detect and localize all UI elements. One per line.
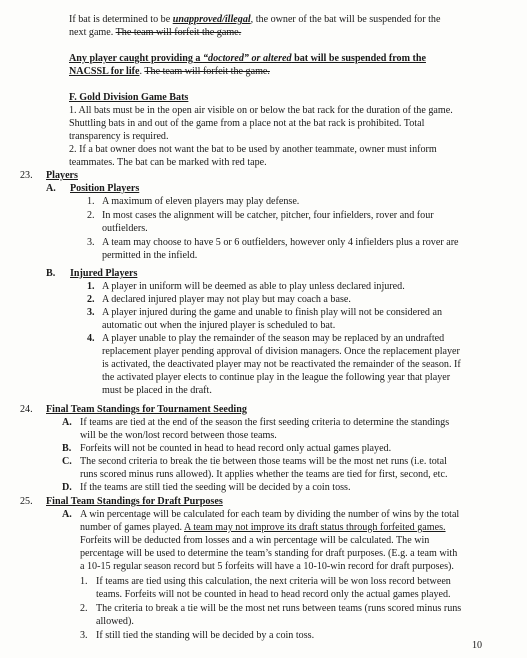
item-line: teams. Forfeits will not be counted in head to head record only the actual games played. (96, 589, 451, 600)
subsection-title: Injured Players (70, 268, 138, 279)
text: bat will be suspended from the (291, 53, 426, 64)
item-number: 1. (80, 576, 88, 587)
item-line: If teams are tied using this calculation, the next criteria will be won loss record between (96, 576, 451, 587)
struck-text: The team will forfeit the game. (115, 27, 242, 38)
bat-rule-line (69, 14, 440, 26)
section-title: Final Team Standings for Draft Purposes (46, 496, 223, 507)
gold-line: 1. All bats must be in the open air visible on or below the bat rack for the duration of the game. (69, 105, 453, 116)
doctored-bat-rule (69, 53, 426, 65)
gold-line: teammates. The bat can be marked with red tape. (69, 157, 267, 168)
gold-division-heading: F. Gold Division Game Bats (69, 92, 189, 103)
subsection-letter: A. (46, 183, 56, 194)
section-number: 24. (20, 404, 33, 415)
subsection-letter: B. (46, 268, 56, 279)
item-line: allowed). (96, 616, 134, 627)
item-number: 3. (80, 630, 88, 641)
text: next game. (69, 27, 116, 38)
item-line: In most cases the alignment will be catcher, pitcher, four infielders, rover and four (102, 210, 434, 221)
item-number: 4. (87, 333, 95, 344)
item-line: a 10-15 regular season record but 5 forfeits will have a 10-10-win record for draft purposes). (80, 561, 454, 572)
item-line: automatic out when the injured player is scheduled to bat. (102, 320, 336, 331)
text: , the owner of the bat will be suspended for the (250, 14, 441, 25)
item-number: 3. (87, 307, 95, 318)
section-title: Players (46, 170, 78, 181)
item-number: 2. (87, 294, 95, 305)
item-letter: C. (62, 456, 72, 467)
struck-text: The team will forfeit the game. (144, 66, 270, 77)
gold-line: Shuttling bats in and out of the game from a place not at the bat rack is prohibited. Total (69, 118, 425, 129)
item-line: The criteria to break a tie will be the most net runs between teams (runs scored minus runs (96, 603, 462, 614)
item-line: A declared injured player may not play but may coach a base. (102, 294, 351, 305)
text: . (139, 66, 145, 77)
item-number: 2. (87, 210, 95, 221)
item-line: A maximum of eleven players may play defense. (102, 196, 300, 207)
subsection-title: Position Players (70, 183, 140, 194)
page-number: 10 (472, 640, 483, 651)
item-line: The second criteria to break the tie between those teams will be the most net runs (i.e. total (80, 456, 447, 467)
item-line: percentage will be used to determine the team’s standing for draft purposes. (E.g. a team with (80, 548, 458, 559)
item-line: If the teams are still tied the seeding will be decided by a coin toss. (80, 482, 351, 493)
item-line: A player unable to play the remainder of the season may be replaced by an undrafted (102, 333, 445, 344)
item-line: If still tied the standing will be decided by a coin toss. (96, 630, 315, 641)
text: Any player caught providing a (69, 53, 203, 64)
emphasis: “doctored” or altered (202, 53, 292, 64)
item-line: will be the won/lost record between those teams. (80, 430, 277, 441)
doctored-bat-rule (69, 66, 270, 78)
item-number: 1. (87, 281, 95, 292)
underlined-text: A team may not improve its draft status through forfeited games. (184, 522, 446, 533)
bat-rule-line (69, 27, 241, 39)
item-line: A win percentage will be calculated for each team by dividing the number of wins by the total (80, 509, 460, 520)
item-line: Forfeits will not be counted in head to head record only actual games played. (80, 443, 392, 454)
item-number: 2. (80, 603, 88, 614)
item-line: the activated player elects to continue play in the league the following year that player (102, 372, 451, 383)
item-line: is activated, the deactivated player may not be reactivated the remainder of the season. If (102, 359, 461, 370)
item-line: A team may choose to have 5 or 6 outfielders, however only 4 infielders plus a rover are (102, 237, 459, 248)
item-line: If teams are tied at the end of the season the first seeding criteria to determine the standings (80, 417, 450, 428)
gold-line: 2. If a bat owner does not want the bat to be used by another teammate, owner must inform (69, 144, 437, 155)
emphasis: unapproved/illegal (172, 14, 251, 25)
item-number: 3. (87, 237, 95, 248)
section-title: Final Team Standings for Tournament Seeding (46, 404, 247, 415)
item-letter: B. (62, 443, 72, 454)
item-number: 1. (87, 196, 95, 207)
item-letter: A. (62, 509, 72, 520)
section-number: 25. (20, 496, 33, 507)
gold-line: transparency is required. (69, 131, 169, 142)
text: If bat is determined to be (69, 14, 173, 25)
text: number of games played. (80, 522, 184, 533)
item-line: replacement player pending approval of division managers. Once the replacement player (102, 346, 460, 357)
item-line: permitted in the infield. (102, 250, 198, 261)
item-line: A player injured during the game and unable to finish play will not be considered an (102, 307, 443, 318)
item-line: outfielders. (102, 223, 148, 234)
item-line: runs scored minus runs allowed). It applies whether the teams are tied for first, second, etc. (80, 469, 448, 480)
item-line: must be placed in the draft. (102, 385, 212, 396)
item-line (80, 522, 446, 534)
item-letter: D. (62, 482, 72, 493)
text: NACSSL for life (69, 66, 140, 77)
section-number: 23. (20, 170, 33, 181)
item-letter: A. (62, 417, 72, 428)
item-line: Forfeits will be deducted from losses and a win percentage will be calculated. The win (80, 535, 430, 546)
item-line: A player in uniform will be deemed as able to play unless declared injured. (102, 281, 405, 292)
